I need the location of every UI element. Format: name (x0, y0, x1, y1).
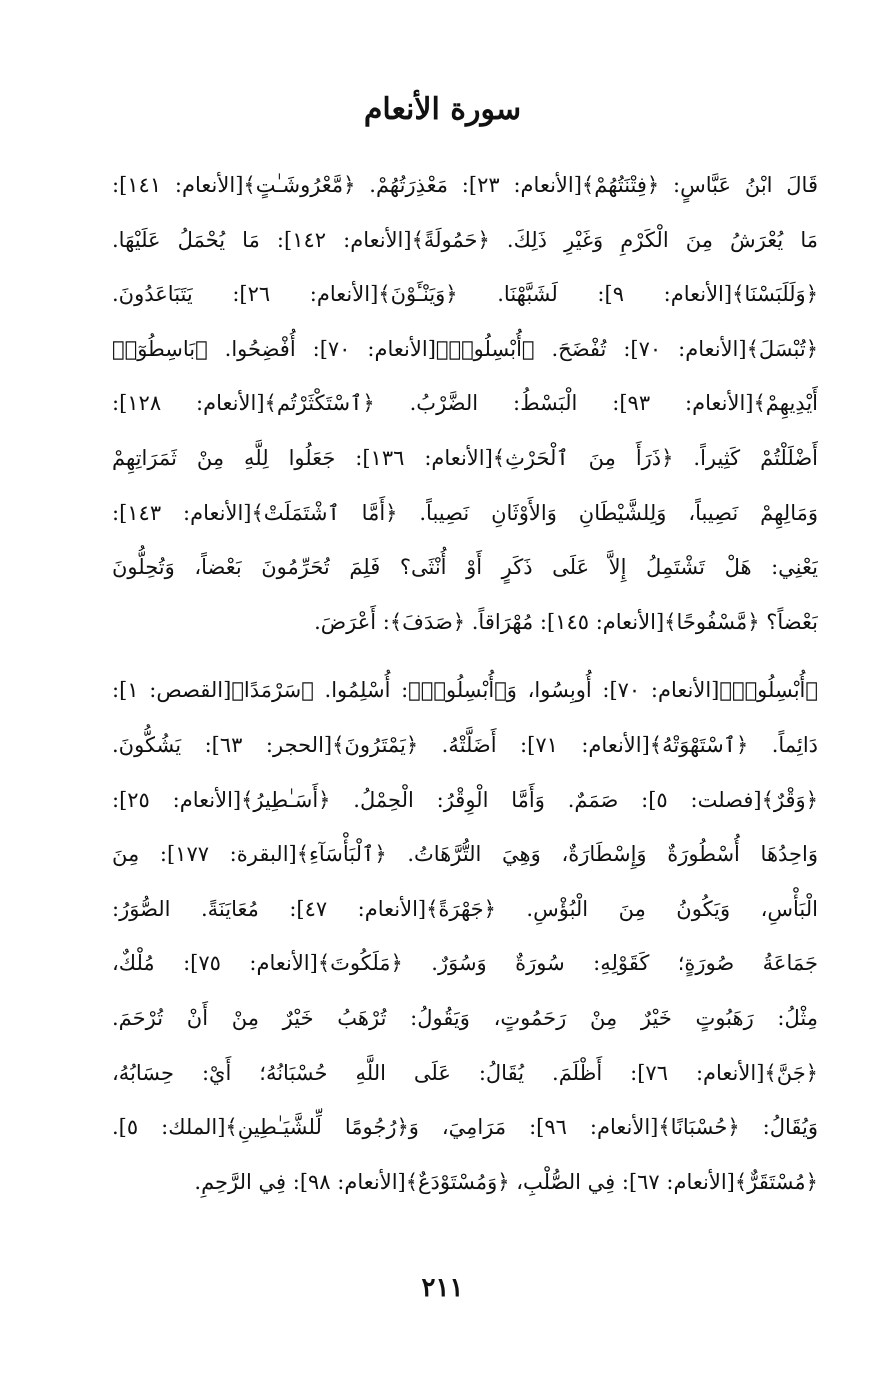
text-line: مِثْلُ: رَهَبُوتٍ خَيْرٌ مِنْ رَحَمُوتٍ، وَيَقُولُ: تُرْهَبُ خَيْرٌ مِنْ أَنْ تُرْحَمَ. (112, 1005, 818, 1030)
text-line: وَاحِدُهَا أُسْطُورَةٌ وَإِسْطَارَةٌ، وَهِيَ التُّرَّهَاتُ. ﴿ٱلْبَأْسَآءِ﴾[البقرة: ١٧٧]: مِنَ (112, 842, 818, 867)
text-line: وَيُقَالُ: ﴿حُسْبَانًا﴾[الأنعام: ٩٦]: مَرَامِيَ، وَ﴿رُجُومًا لِّلشَّيَـٰطِينِ﴾[الملك: ٥]. (112, 1115, 818, 1140)
text-line: جَمَاعَةُ صُورَةٍ؛ كَقَوْلِهِ: سُورَةٌ وَسُوَرٌ. ﴿مَلَكُوتَ﴾[الأنعام: ٧٥]: مُلْكٌ، (112, 951, 818, 976)
text-line: ﴿وَلَلَبَسْنَا﴾[الأنعام: ٩]: لَشَبَّهْنَا. ﴿وَيَنْـَٔوْنَ﴾[الأنعام: ٢٦]: يَتَبَاعَدُونَ. (112, 282, 818, 307)
page-number: ٢١١ (421, 1273, 464, 1303)
text-line: ﴿تُبْسَلَ﴾[الأنعام: ٧٠]: تُفْضَحَ. ﴿أُبْسِلُوا۟﴾[الأنعام: ٧٠]: أُفْضِحُوا. ﴿بَاسِطُوٓا۟ (112, 336, 818, 361)
text-line: ﴿جَنَّ﴾[الأنعام: ٧٦]: أَظْلَمَ. يُقَالُ: عَلَى اللَّهِ حُسْبَانُهُ؛ أَيْ: حِسَابُهُ، (112, 1060, 818, 1085)
page-body (112, 158, 818, 1209)
paragraph (112, 663, 818, 1209)
text-line: قَالَ ابْنُ عَبَّاسٍ: ﴿فِتْنَتُهُمْ﴾[الأنعام: ٢٣]: مَعْذِرَتُهُمْ. ﴿مَّعْرُوشَـٰتٍ﴾[الأنعام: ١٤١]: (112, 173, 818, 197)
text-line: ﴿مُسْتَقَرٌّ﴾[الأنعام: ٦٧]: فِي الصُّلْبِ، ﴿وَمُسْتَوْدَعٌ﴾[الأنعام: ٩٨]: فِي الرَّحِمِ. (194, 1169, 818, 1194)
paragraph (112, 158, 818, 649)
text-line: الْبَأْسِ، وَيَكُونُ مِنَ الْبُؤْسِ. ﴿جَهْرَةً﴾[الأنعام: ٤٧]: مُعَايَنَةً. الصُّوَرُ: (112, 896, 818, 921)
chapter-title: سورة الأنعام (363, 92, 522, 127)
text-line: يَعْنِي: هَلْ تَشْتَمِلُ إِلاَّ عَلَى ذَكَرٍ أَوْ أُنْثَى؟ فَلِمَ تُحَرِّمُونَ بَعْضاً، وَتُحِلُّونَ (112, 555, 818, 580)
text-line: مَا يُعْرَشُ مِنَ الْكَرْمِ وَغَيْرِ ذَلِكَ. ﴿حَمُولَةً﴾[الأنعام: ١٤٢]: مَا يُحْمَلُ عَلَيْهَا. (112, 227, 818, 252)
text-line: أَضْلَلْتُمْ كَثِيراً. ﴿ذَرَأَ مِنَ ٱلْحَرْثِ﴾[الأنعام: ١٣٦]: جَعَلُوا لِلَّهِ مِنْ ثَمَرَاتِهِمْ (112, 445, 818, 470)
text-line: ﴿أُبْسِلُوا۟﴾[الأنعام: ٧٠]: أُوبِسُوا، وَ﴿أُبْسِلُوا۟﴾: أُسْلِمُوا. ﴿سَرْمَدًا﴾[القصص: ١]: (112, 678, 818, 703)
text-line: وَمَالِهِمْ نَصِيباً، وَلِلشَّيْطَانِ وَالأَوْثَانِ نَصِيباً. ﴿أَمَّا ٱشْتَمَلَتْ﴾[الأنعام: ١٤٣]: (112, 500, 818, 525)
text-line: دَائِماً. ﴿ٱسْتَهْوَتْهُ﴾[الأنعام: ٧١]: أَضَلَّتْهُ. ﴿يَمْتَرُونَ﴾[الحجر: ٦٣]: يَشُكُّونَ. (112, 732, 818, 757)
text-line: بَعْضاً؟ ﴿مَّسْفُوحًا﴾[الأنعام: ١٤٥]: مُهْرَاقاً. ﴿صَدَفَ﴾: أَعْرَضَ. (314, 609, 818, 634)
text-line: أَيْدِيهِمْ﴾[الأنعام: ٩٣]: الْبَسْطُ: الضَّرْبُ. ﴿ٱسْتَكْثَرْتُم﴾[الأنعام: ١٢٨]: (112, 391, 818, 416)
text-line: ﴿وَقْرٌ﴾[فصلت: ٥]: صَمَمٌ. وَأَمَّا الْوِقْرُ: الْحِمْلُ. ﴿أَسَـٰطِيرُ﴾[الأنعام: ٢٥]: (112, 787, 818, 812)
